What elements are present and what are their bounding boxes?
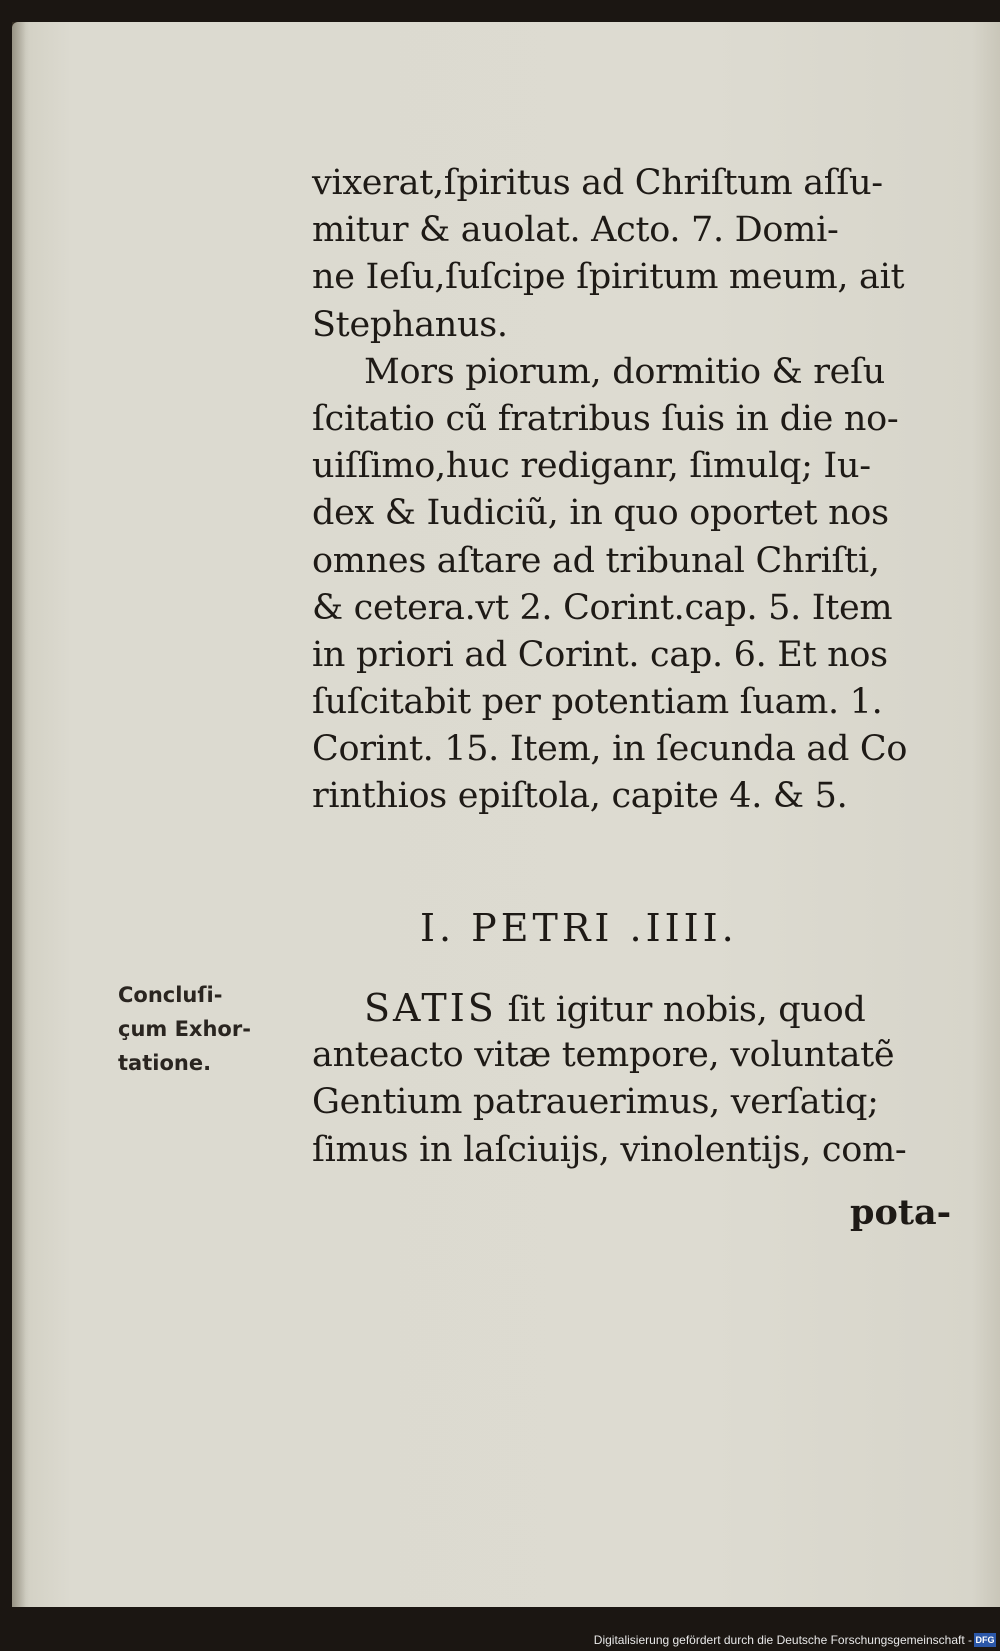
marginal-note (118, 978, 251, 1080)
text-line: vixerat,ſpiritus ad Chriſtum aſſu- (312, 163, 883, 203)
footer-bar (0, 1630, 1000, 1651)
initial-word: SATIS (364, 986, 497, 1030)
text-line: omnes aſtare ad tribunal Chriſti, (312, 540, 880, 581)
text-line: Stephanus. (312, 304, 508, 345)
text-line: Corint. 15. Item, in ſecunda ad Co (312, 729, 908, 770)
text-line: rinthios epiſtola, capite 4. & 5. (312, 776, 848, 817)
main-text-block (312, 160, 952, 821)
text-line: & cetera.vt 2. Corint.cap. 5. Item (312, 587, 893, 628)
text-line: ſcitatio cũ fratribus ſuis in die no- (312, 398, 899, 439)
marginal-line: tatione. (118, 1051, 212, 1075)
marginal-line: Concluſi- (118, 983, 223, 1007)
marginal-line: çum Exhor- (118, 1017, 251, 1041)
section-heading: I. PETRI .IIII. (420, 906, 738, 950)
text-line: ſuſcitabit per potentiam ſuam. 1. (312, 682, 883, 723)
text-line-rest: ſit igitur nobis, quod (496, 990, 866, 1030)
text-line: in priori ad Corint. cap. 6. Et nos (312, 634, 888, 675)
text-line: ne Ieſu,ſuſcipe ſpiritum meum, ait (312, 257, 905, 298)
catchword: pota- (850, 1192, 952, 1233)
text-line: uiſſimo,huc rediganr, ſimulq; Iu- (312, 446, 871, 487)
text-line: ſimus in laſciuijs, vinolentijs, com- (312, 1129, 907, 1170)
text-line: Mors piorum, dormitio & reſu (364, 351, 885, 392)
text-line (312, 985, 952, 1032)
funding-credit: Digitalisierung gefördert durch die Deutsche Forschungsgemeinschaft - (593, 1633, 972, 1647)
dfg-logo: DFG (975, 1635, 995, 1645)
text-line: dex & Iudiciũ, in quo oportet nos (312, 493, 889, 534)
text-line: Gentium patrauerimus, verſatiq; (312, 1082, 879, 1123)
text-line: mitur & auolat. Acto. 7. Domi- (312, 210, 839, 251)
section-text-block (312, 985, 952, 1174)
text-line: anteacto vitæ tempore, voluntatẽ (312, 1035, 895, 1076)
